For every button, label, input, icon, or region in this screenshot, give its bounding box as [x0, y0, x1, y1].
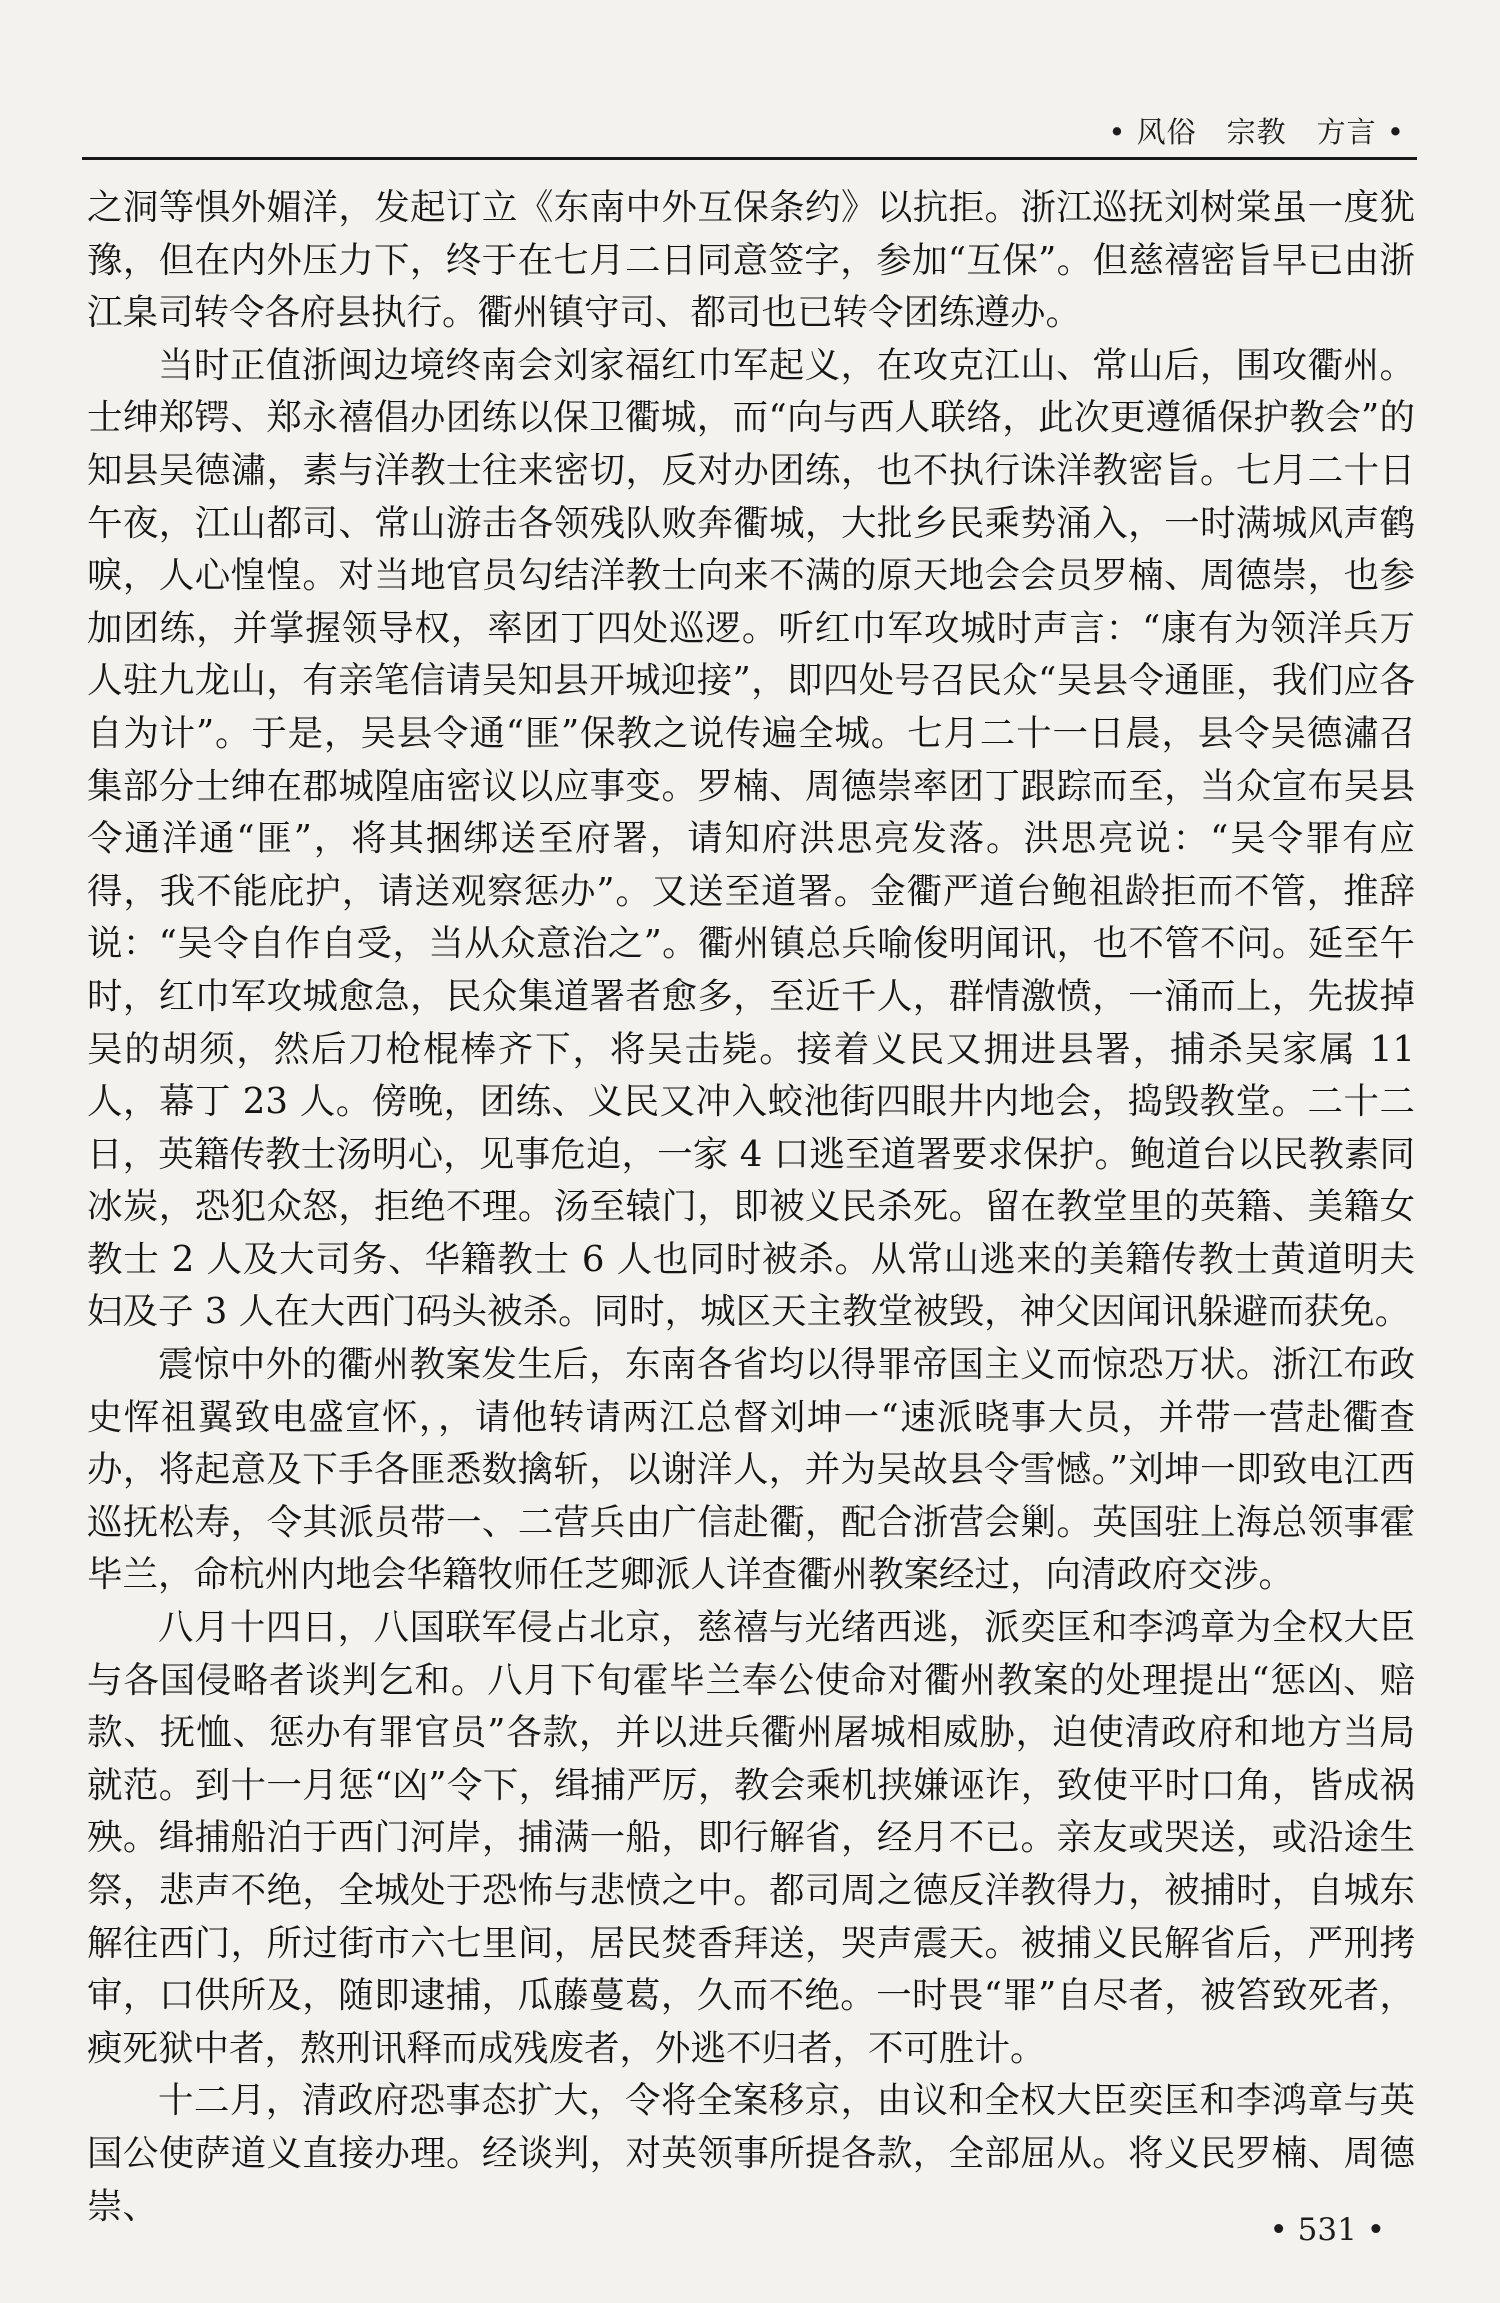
header-rule: [82, 157, 1417, 160]
running-head: • 风俗 宗教 方言 •: [1108, 115, 1405, 149]
paragraph: 当时正值浙闽边境终南会刘家福红巾军起义，在攻克江山、常山后，围攻衢州。士绅郑锷、郑永禧倡办团练以保卫衢城，而“向与西人联络，此次更遵循保护教会”的知县吴德潚，素与洋教士往来密切，反对办团练，也不执行诛洋教密旨。七月二十日午夜，江山都司、常山游击各领残队败奔衢城，大批乡民乘势涌入，一时满城风声鹤唳，人心惶惶。对当地官员勾结洋教士向来不满的原天地会会员罗楠、周德崇，也参加团练，并掌握领导权，率团丁四处巡逻。听红巾军攻城时声言：“康有为领洋兵万人驻九龙山，有亲笔信请吴知县开城迎接”，即四处号召民众“吴县令通匪，我们应各自为计”。于是，吴县令通“匪”保教之说传遍全城。七月二十一日晨，县令吴德潚召集部分士绅在郡城隍庙密议以应事变。罗楠、周德崇率团丁跟踪而至，当众宣布吴县令通洋通“匪”，将其捆绑送至府署，请知府洪思亮发落。洪思亮说：“吴令罪有应得，我不能庇护，请送观察惩办”。又送至道署。金衢严道台鲍祖龄拒而不管，推辞说：“吴令自作自受，当从众意治之”。衢州镇总兵喻俊明闻讯，也不管不问。延至午时，红巾军攻城愈急，民众集道署者愈多，至近千人，群情激愤，一涌而上，先拔掉吴的胡须，然后刀枪棍棒齐下，将吴击毙。接着义民又拥进县署，捕杀吴家属 11 人，幕丁 23 人。傍晚，团练、义民又冲入蛟池街四眼井内地会，捣毁教堂。二十二日，英籍传教士汤明心，见事危迫，一家 4 口逃至道署要求保护。鲍道台以民教素同冰炭，恐犯众怒，拒绝不理。汤至辕门，即被义民杀死。留在教堂里的英籍、美籍女教士 2 人及大司务、华籍教士 6 人也同时被杀。从常山逃来的美籍传教士黄道明夫妇及子 3 人在大西门码头被杀。同时，城区天主教堂被毁，神父因闻讯躲避而获免。: [87, 344, 1415, 1333]
paragraph: 八月十四日，八国联军侵占北京，慈禧与光绪西逃，派奕匡和李鸿章为全权大臣与各国侵略者谈判乞和。八月下旬霍毕兰奉公使命对衢州教案的处理提出“惩凶、赔款、抚恤、惩办有罪官员”各款，并以进兵衢州屠城相威胁，迫使清政府和地方当局就范。到十一月惩“凶”令下，缉捕严厉，教会乘机挟嫌诬诈，致使平时口角，皆成祸殃。缉捕船泊于西门河岸，捕满一船，即行解省，经月不已。亲友或哭送，或沿途生祭，悲声不绝，全城处于恐怖与悲愤之中。都司周之德反洋教得力，被捕时，自城东解往西门，所过街市六七里间，居民焚香拜送，哭声震天。被捕义民解省后，严刑拷审，口供所及，随即逮捕，瓜藤蔓葛，久而不绝。一时畏“罪”自尽者，被笞致死者，瘐死狱中者，熬刑讯释而成残废者，外逃不归者，不可胜计。: [87, 1607, 1415, 2069]
paragraph: 震惊中外的衢州教案发生后，东南各省均以得罪帝国主义而惊恐万状。浙江布政史恽祖翼致电盛宣怀，，请他转请两江总督刘坤一“速派晓事大员，并带一营赴衢查办，将起意及下手各匪悉数擒斩，以谢洋人，并为吴故县令雪憾。”刘坤一即致电江西巡抚松寿，令其派员带一、二营兵由广信赴衢，配合浙营会剿。英国驻上海总领事霍毕兰，命杭州内地会华籍牧师任芝卿派人详查衢州教案经过，向清政府交涉。: [87, 1344, 1415, 1596]
body-text: [87, 182, 1415, 2233]
page-number: • 531 •: [1269, 2212, 1385, 2248]
paragraph-continued: 之洞等惧外媚洋，发起订立《东南中外互保条约》以抗拒。浙江巡抚刘树棠虽一度犹豫，但在内外压力下，终于在七月二日同意签字，参加“互保”。但慈禧密旨早已由浙江臬司转令各府县执行。衢州镇守司、都司也已转令团练遵办。: [87, 187, 1415, 334]
paragraph: 十二月，清政府恐事态扩大，令将全案移京，由议和全权大臣奕匡和李鸿章与英国公使萨道义直接办理。经谈判，对英领事所提各款，全部屈从。将义民罗楠、周德崇、: [87, 2080, 1415, 2227]
